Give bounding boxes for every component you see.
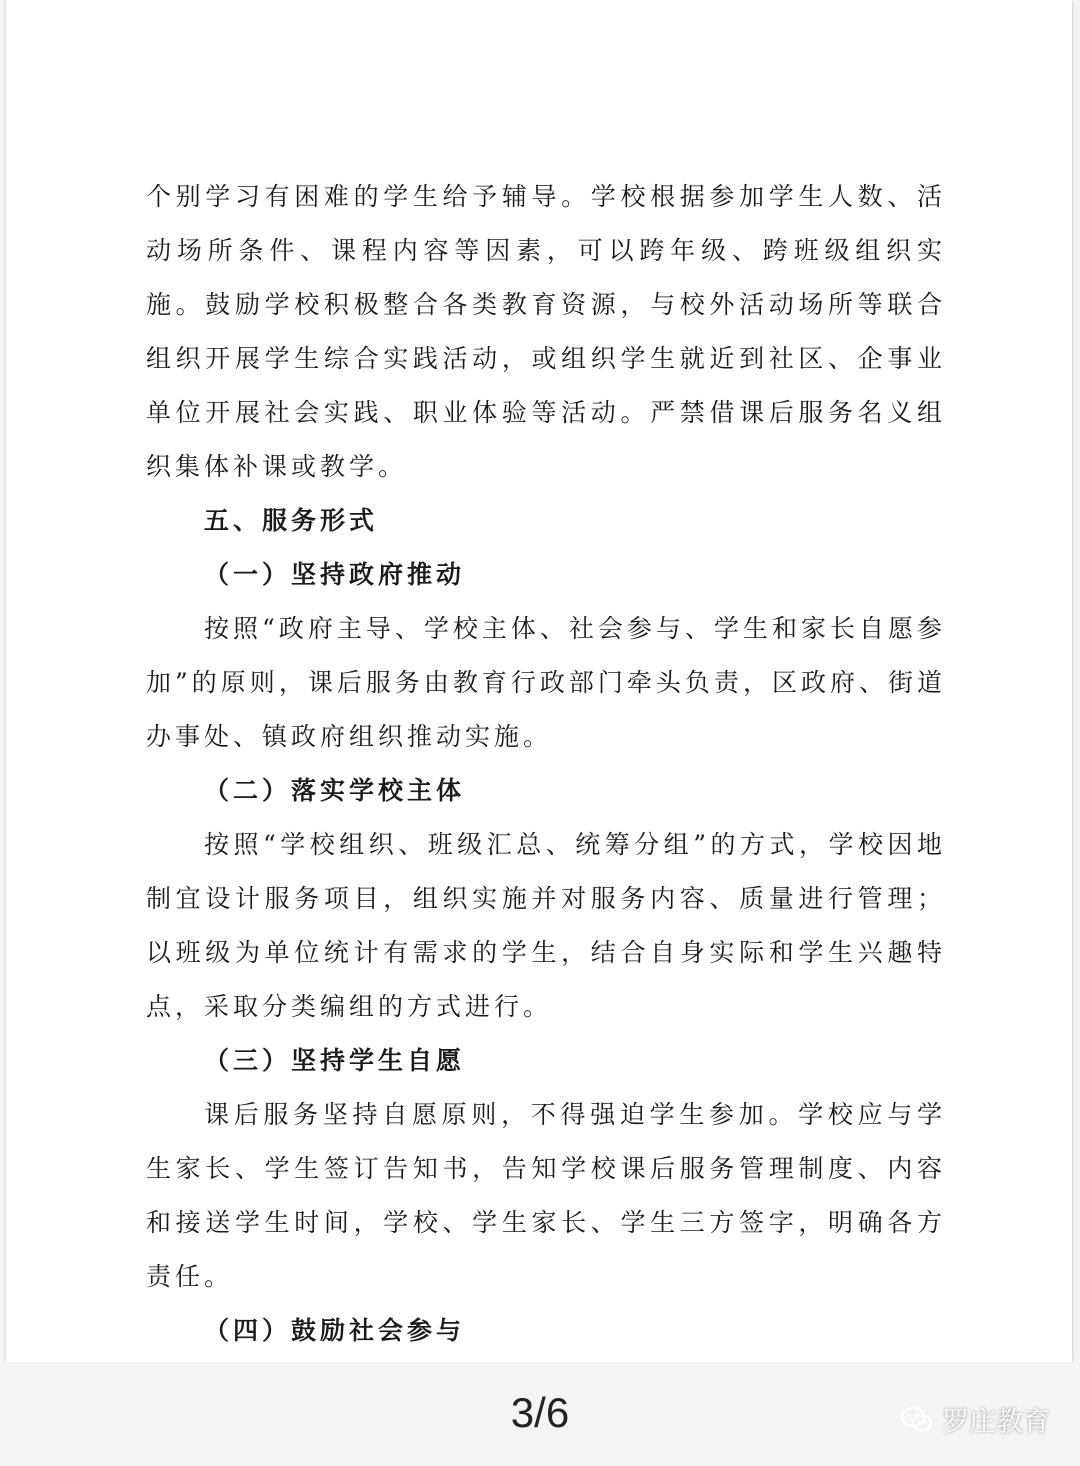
wechat-icon — [900, 1405, 934, 1435]
subheading-society: （四）鼓励社会参与 — [204, 1316, 466, 1345]
section-heading-service-form: 五、服务形式 — [204, 506, 379, 535]
paragraph-school: 按照“学校组织、班级汇总、统筹分组”的方式，学校因地制宜设计服务项目，组织实施并对服务内容、质量进行管理；以班级为单位统计有需求的学生，结合自身实际和学生兴趣特点，采取分类编组的方式进行。 — [146, 830, 946, 1021]
paragraph-continuation: 个别学习有困难的学生给予辅导。学校根据参加学生人数、活动场所条件、课程内容等因素，可以跨年级、跨班级组织实施。鼓励学校积极整合各类教育资源，与校外活动场所等联合组织开展学生综合实践活动，或组织学生就近到社区、企事业单位开展社会实践、职业体验等活动。严禁借课后服务名义组织集体补课或教学。 — [146, 182, 946, 481]
document-body — [146, 170, 946, 1466]
subheading-voluntary: （三）坚持学生自愿 — [204, 1046, 466, 1075]
subheading-school: （二）落实学校主体 — [204, 776, 466, 805]
watermark — [900, 1400, 1050, 1439]
subheading-government: （一）坚持政府推动 — [204, 560, 466, 589]
paragraph-voluntary: 课后服务坚持自愿原则，不得强迫学生参加。学校应与学生家长、学生签订告知书，告知学校课后服务管理制度、内容和接送学生时间，学校、学生家长、学生三方签字，明确各方责任。 — [146, 1100, 946, 1291]
paragraph-government: 按照“政府主导、学校主体、社会参与、学生和家长自愿参加”的原则，课后服务由教育行政部门牵头负责，区政府、街道办事处、镇政府组织推动实施。 — [146, 614, 946, 751]
watermark-text: 罗庄教育 — [942, 1407, 1050, 1438]
page-counter: 3/6 — [510, 1389, 570, 1436]
document-page — [6, 0, 1072, 1362]
